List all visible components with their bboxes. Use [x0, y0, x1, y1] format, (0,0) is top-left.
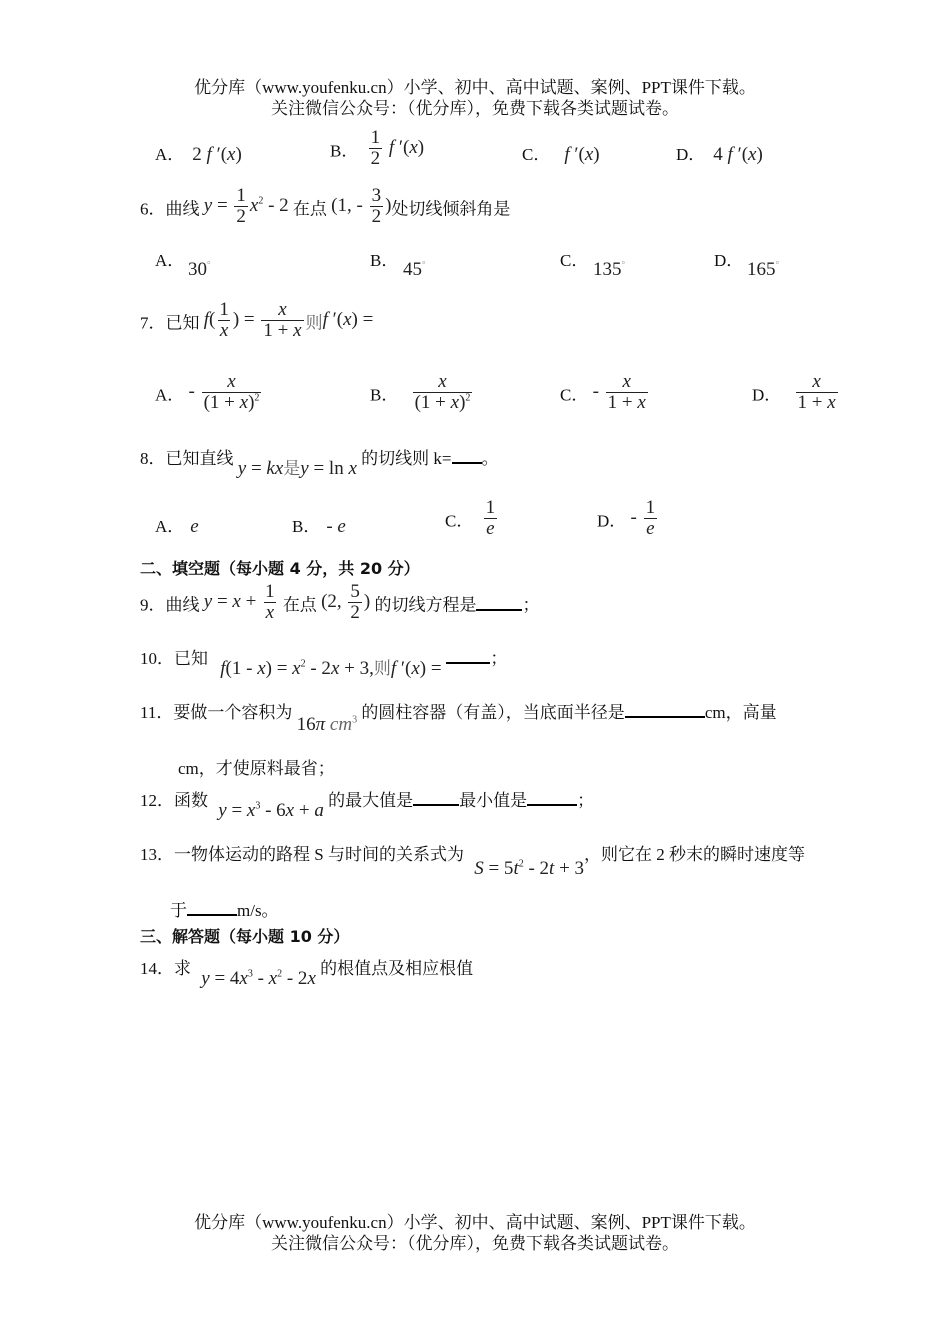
- section-3-title: 三、解答题（每小题 10 分）: [140, 927, 350, 946]
- q6-option-b-label: B．: [370, 251, 399, 270]
- question-14: 14．求 $y = 4x^3 - x^2 - 2x$ 的根值点及相应根值: [140, 959, 474, 989]
- question-6: 6．曲线 y = $\frac{1}{2}$ $x^2 - 2$ 在点 (1, - $\frac{3}{2}$ )处切线倾斜角是: [140, 185, 511, 227]
- q5-option-c: C． f ′(x): [522, 144, 600, 165]
- q5-option-d: D． 4 f ′(x): [676, 144, 763, 165]
- question-7: 7．已知 f( $\frac{1}{x}$ ) = $\frac{x}{1 + x}$ 则f ′(x) =: [140, 299, 374, 341]
- question-10: 10．已知 $f(1 - x) = x^2 - 2x + 3$,则f ′(x) = ；: [140, 649, 508, 679]
- q7-option-a: A． - $\frac{x}{(1 + x)^2}$: [155, 371, 260, 413]
- q5-option-b: B． $\frac{1}{2}$ f ′(x): [330, 127, 425, 169]
- q6-option-a-label: A．: [155, 251, 185, 270]
- q7-option-d: D． $\frac{x}{1 + x}$: [752, 371, 836, 413]
- q6-option-d-label: D．: [714, 251, 744, 270]
- header-line-1: 优分库（www.youfenku.cn）小学、初中、高中试题、案例、PPT课件下载。: [194, 78, 756, 97]
- q5-option-a: A． 2 f ′(x): [155, 144, 242, 165]
- q7-option-c: C． - $\frac{x}{1 + x}$: [560, 371, 646, 413]
- q6-option-b-value: 45°: [403, 259, 426, 280]
- header-line-2: 关注微信公众号：（优分库），免费下载各类试题试卷。: [271, 99, 679, 118]
- question-9: 9．曲线 y = x + $\frac{1}{x}$ 在点 (2, $\frac{5}{2}$ ) 的切线方程是 ；: [140, 581, 540, 623]
- question-13-line-2: 于 m/s。: [170, 901, 279, 920]
- q8-option-a: A． e: [155, 516, 199, 537]
- q8-option-d: D． - $\frac{1}{e}$: [597, 497, 656, 539]
- q7-option-b: B． $\frac{x}{(1 + x)^2}$: [370, 371, 471, 413]
- q6-option-c-label: C．: [560, 251, 589, 270]
- footer-line-2: 关注微信公众号：（优分库），免费下载各类试题试卷。: [271, 1234, 679, 1253]
- footer-line-1: 优分库（www.youfenku.cn）小学、初中、高中试题、案例、PPT课件下载。: [194, 1213, 756, 1232]
- question-12: 12．函数 $y = x^3 - 6x + a$ 的最大值是 最小值是 ；: [140, 791, 595, 821]
- q8-option-b: B． - e: [292, 516, 346, 537]
- question-11-line-2: cm，才使原料最省；: [178, 759, 335, 778]
- question-11: 11．要做一个容积为 16π $cm^3$ 的圆柱容器（有盖），当底面半径是 cm，高量: [140, 703, 777, 735]
- question-8: 8．已知直线 y = kx是y = ln x 的切线则 k= 。: [140, 449, 499, 479]
- q6-option-c-value: 135°: [593, 259, 626, 280]
- section-2-title: 二、填空题（每小题 4 分，共 20 分）: [140, 559, 420, 578]
- question-13: 13．一物体运动的路程 S 与时间的关系式为 $S = 5t^2 - 2t + 3$，则它在 2 秒末的瞬时速度等: [140, 845, 806, 879]
- q6-option-d-value: 165°: [747, 259, 780, 280]
- q8-option-c: C． $\frac{1}{e}$: [445, 497, 496, 539]
- q6-option-a-value: 30°: [188, 259, 211, 280]
